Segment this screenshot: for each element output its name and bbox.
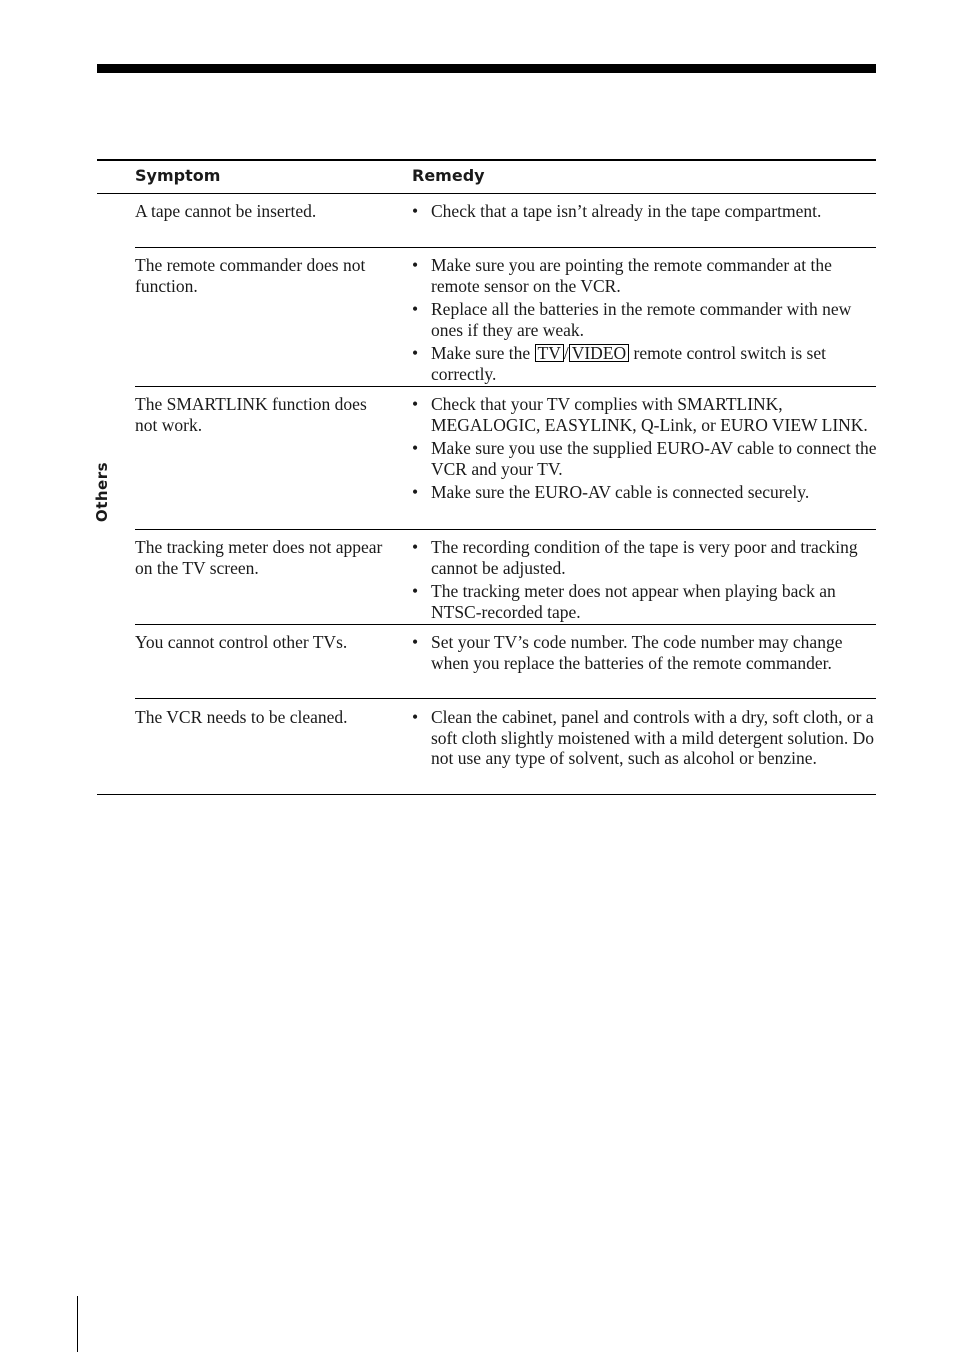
bullet-icon: • bbox=[412, 581, 419, 601]
symptom-cell: You cannot control other TVs. bbox=[135, 632, 348, 652]
column-header-remedy: Remedy bbox=[412, 166, 485, 185]
column-header-symptom: Symptom bbox=[135, 166, 221, 185]
bullet-icon: • bbox=[412, 482, 419, 502]
symptom-cell: A tape cannot be inserted. bbox=[135, 201, 317, 221]
row-separator bbox=[135, 386, 876, 387]
remedy-item: • Clean the cabinet, panel and controls with a dry, soft cloth, or a soft cloth slightly moistened with a mild detergent solution. Do not use any type of solvent, such as alcohol or benzine. bbox=[412, 707, 874, 768]
bullet-icon: • bbox=[412, 255, 419, 275]
remedy-item: • Make sure you are pointing the remote commander at the remote sensor on the VCR. bbox=[412, 255, 832, 296]
top-bar bbox=[97, 64, 876, 73]
remedy-list bbox=[412, 632, 878, 676]
remedy-item: • Replace all the batteries in the remote commander with new ones if they are weak. bbox=[412, 299, 852, 340]
table-top-rule bbox=[97, 159, 876, 161]
header-separator bbox=[97, 193, 876, 194]
tv-key-label: TV bbox=[535, 344, 564, 362]
symptom-cell: The VCR needs to be cleaned. bbox=[135, 707, 348, 727]
remedy-item: • The recording condition of the tape is very poor and tracking cannot be adjusted. bbox=[412, 537, 858, 578]
remedy-list bbox=[412, 537, 878, 625]
bullet-icon: • bbox=[412, 438, 419, 458]
remedy-list bbox=[412, 707, 878, 772]
bullet-icon: • bbox=[412, 343, 419, 363]
symptom-cell: The remote commander does not function. bbox=[135, 255, 366, 296]
bullet-icon: • bbox=[412, 632, 419, 652]
bullet-icon: • bbox=[412, 394, 419, 414]
symptom-cell: The SMARTLINK function does not work. bbox=[135, 394, 367, 435]
remedy-list bbox=[412, 394, 878, 506]
remedy-item: • Set your TV’s code number. The code number may change when you replace the batteries of the remote commander. bbox=[412, 632, 843, 673]
remedy-item: • Make sure you use the supplied EURO-AV cable to connect the VCR and your TV. bbox=[412, 438, 877, 479]
video-key-label: VIDEO bbox=[569, 344, 629, 362]
symptom-cell: The tracking meter does not appear on the TV screen. bbox=[135, 537, 383, 578]
remedy-item: • Check that your TV complies with SMARTLINK, MEGALOGIC, EASYLINK, Q-Link, or EURO VIEW LINK. bbox=[412, 394, 868, 435]
section-label-others: Others bbox=[93, 461, 111, 523]
remedy-item: • Check that a tape isn’t already in the tape compartment. bbox=[412, 201, 822, 221]
row-separator bbox=[135, 624, 876, 625]
bullet-icon: • bbox=[412, 299, 419, 319]
remedy-list bbox=[412, 255, 878, 387]
page-margin-line bbox=[77, 1296, 78, 1352]
row-separator bbox=[135, 698, 876, 699]
bullet-icon: • bbox=[412, 537, 419, 557]
bullet-icon: • bbox=[412, 201, 419, 221]
bullet-icon: • bbox=[412, 707, 419, 727]
table-bottom-rule bbox=[97, 794, 876, 795]
remedy-item: • Make sure the EURO-AV cable is connected securely. bbox=[412, 482, 810, 502]
remedy-item: • The tracking meter does not appear when playing back an NTSC-recorded tape. bbox=[412, 581, 836, 622]
row-separator bbox=[135, 529, 876, 530]
remedy-list bbox=[412, 201, 878, 225]
remedy-item: • Make sure the TV / VIDEO remote control switch is set correctly. bbox=[412, 343, 826, 384]
row-separator bbox=[135, 247, 876, 248]
